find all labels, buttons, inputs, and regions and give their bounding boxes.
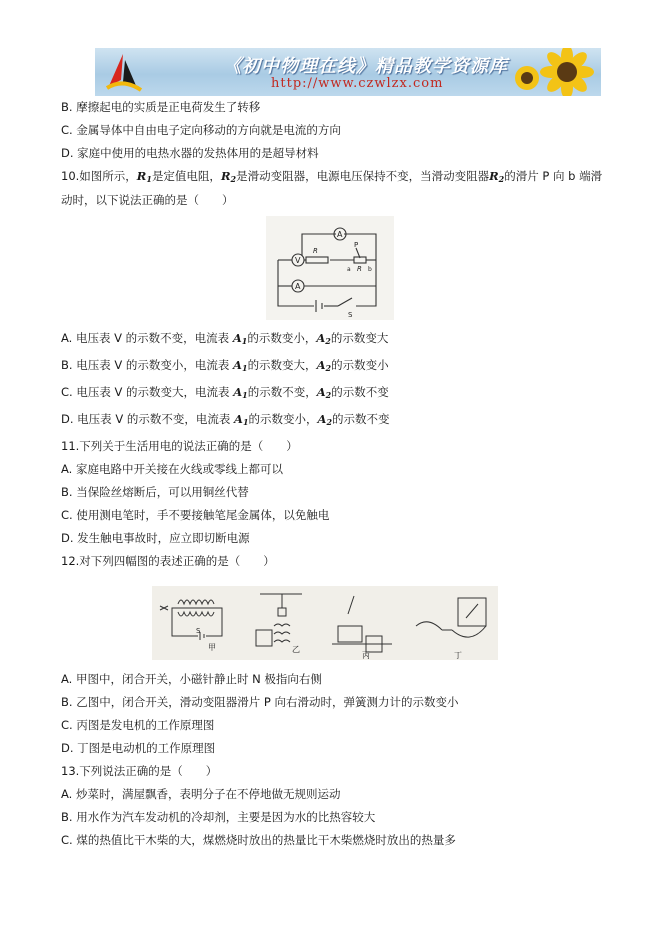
fig-jia-label: 甲 <box>208 643 216 652</box>
fig-bing-label: 丙 <box>362 651 370 660</box>
q10-option-b: B. 电压表 V 的示数变小，电流表 $A_1$的示数变大，$A_2$的示数变小 <box>61 358 389 373</box>
q11-stem: 11.下列关于生活用电的说法正确的是（ ） <box>61 439 298 453</box>
voltmeter-label: V <box>295 256 301 265</box>
ammeter-a2-label: A <box>337 230 343 239</box>
q9-option-b: B. 摩擦起电的实质是正电荷发生了转移 <box>61 100 261 114</box>
q10-option-c: C. 电压表 V 的示数变大，电流表 $A_1$的示数不变，$A_2$的示数不变 <box>61 385 389 400</box>
end-b-label: b <box>368 266 372 273</box>
ammeter-a1-label: A <box>295 282 301 291</box>
r1-label: R <box>313 247 318 255</box>
switch-s-label: S <box>348 311 353 319</box>
fig-jia-switch-label: S <box>196 627 201 635</box>
q10-stem: 10.如图所示，$R_1$是定值电阻，$R_2$是滑动变阻器，电源电压保持不变，当滑动变阻器$R_2$的滑片 P 向 b 端滑 <box>61 169 603 184</box>
four-diagrams <box>152 586 498 660</box>
q13-option-c: C. 煤的热值比干木柴的大，煤燃烧时放出的热量比干木柴燃烧时放出的热量多 <box>61 833 456 847</box>
banner-url: http://www.czwlzx.com <box>271 76 444 91</box>
circuit-diagram <box>266 216 394 320</box>
banner-title: 《初中物理在线》精品教学资源库 <box>223 56 508 77</box>
slider-p-label: P <box>354 241 359 249</box>
q9-option-d: D. 家庭中使用的电热水器的发热体用的是超导材料 <box>61 146 319 160</box>
q12-stem: 12.对下列四幅图的表述正确的是（ ） <box>61 554 275 568</box>
q10-option-a: A. 电压表 V 的示数不变，电流表 $A_1$的示数变小，$A_2$的示数变大 <box>61 331 389 346</box>
q11-option-b: B. 当保险丝熔断后，可以用铜丝代替 <box>61 485 249 499</box>
q11-option-c: C. 使用测电笔时，手不要接触笔尾金属体，以免触电 <box>61 508 330 522</box>
q13-option-a: A. 炒菜时，满屋飘香，表明分子在不停地做无规则运动 <box>61 787 341 801</box>
q9-option-c: C. 金属导体中自由电子定向移动的方向就是电流的方向 <box>61 123 341 137</box>
header-banner <box>95 48 601 96</box>
fig-yi-label: 乙 <box>292 645 300 654</box>
q12-option-a: A. 甲图中，闭合开关，小磁针静止时 N 极指向右侧 <box>61 672 322 686</box>
q11-option-a: A. 家庭电路中开关接在火线或零线上都可以 <box>61 462 283 476</box>
q10-option-d: D. 电压表 V 的示数不变，电流表 $A_1$的示数变小，$A_2$的示数不变 <box>61 412 390 427</box>
q12-option-b: B. 乙图中，闭合开关，滑动变阻器滑片 P 向右滑动时，弹簧测力计的示数变小 <box>61 695 459 709</box>
end-a-label: a <box>347 266 351 273</box>
q12-option-d: D. 丁图是电动机的工作原理图 <box>61 741 216 755</box>
q10-stem-cont: 动时，以下说法正确的是（ ） <box>61 193 234 207</box>
q13-stem: 13.下列说法正确的是（ ） <box>61 764 218 778</box>
r2-label: R <box>357 265 362 273</box>
logo-icon <box>101 50 145 94</box>
sunflower-icon <box>505 48 601 96</box>
q11-option-d: D. 发生触电事故时，应立即切断电源 <box>61 531 250 545</box>
fig-ding-label: 丁 <box>454 651 462 660</box>
q13-option-b: B. 用水作为汽车发动机的冷却剂，主要是因为水的比热容较大 <box>61 810 376 824</box>
q12-option-c: C. 丙图是发电机的工作原理图 <box>61 718 215 732</box>
